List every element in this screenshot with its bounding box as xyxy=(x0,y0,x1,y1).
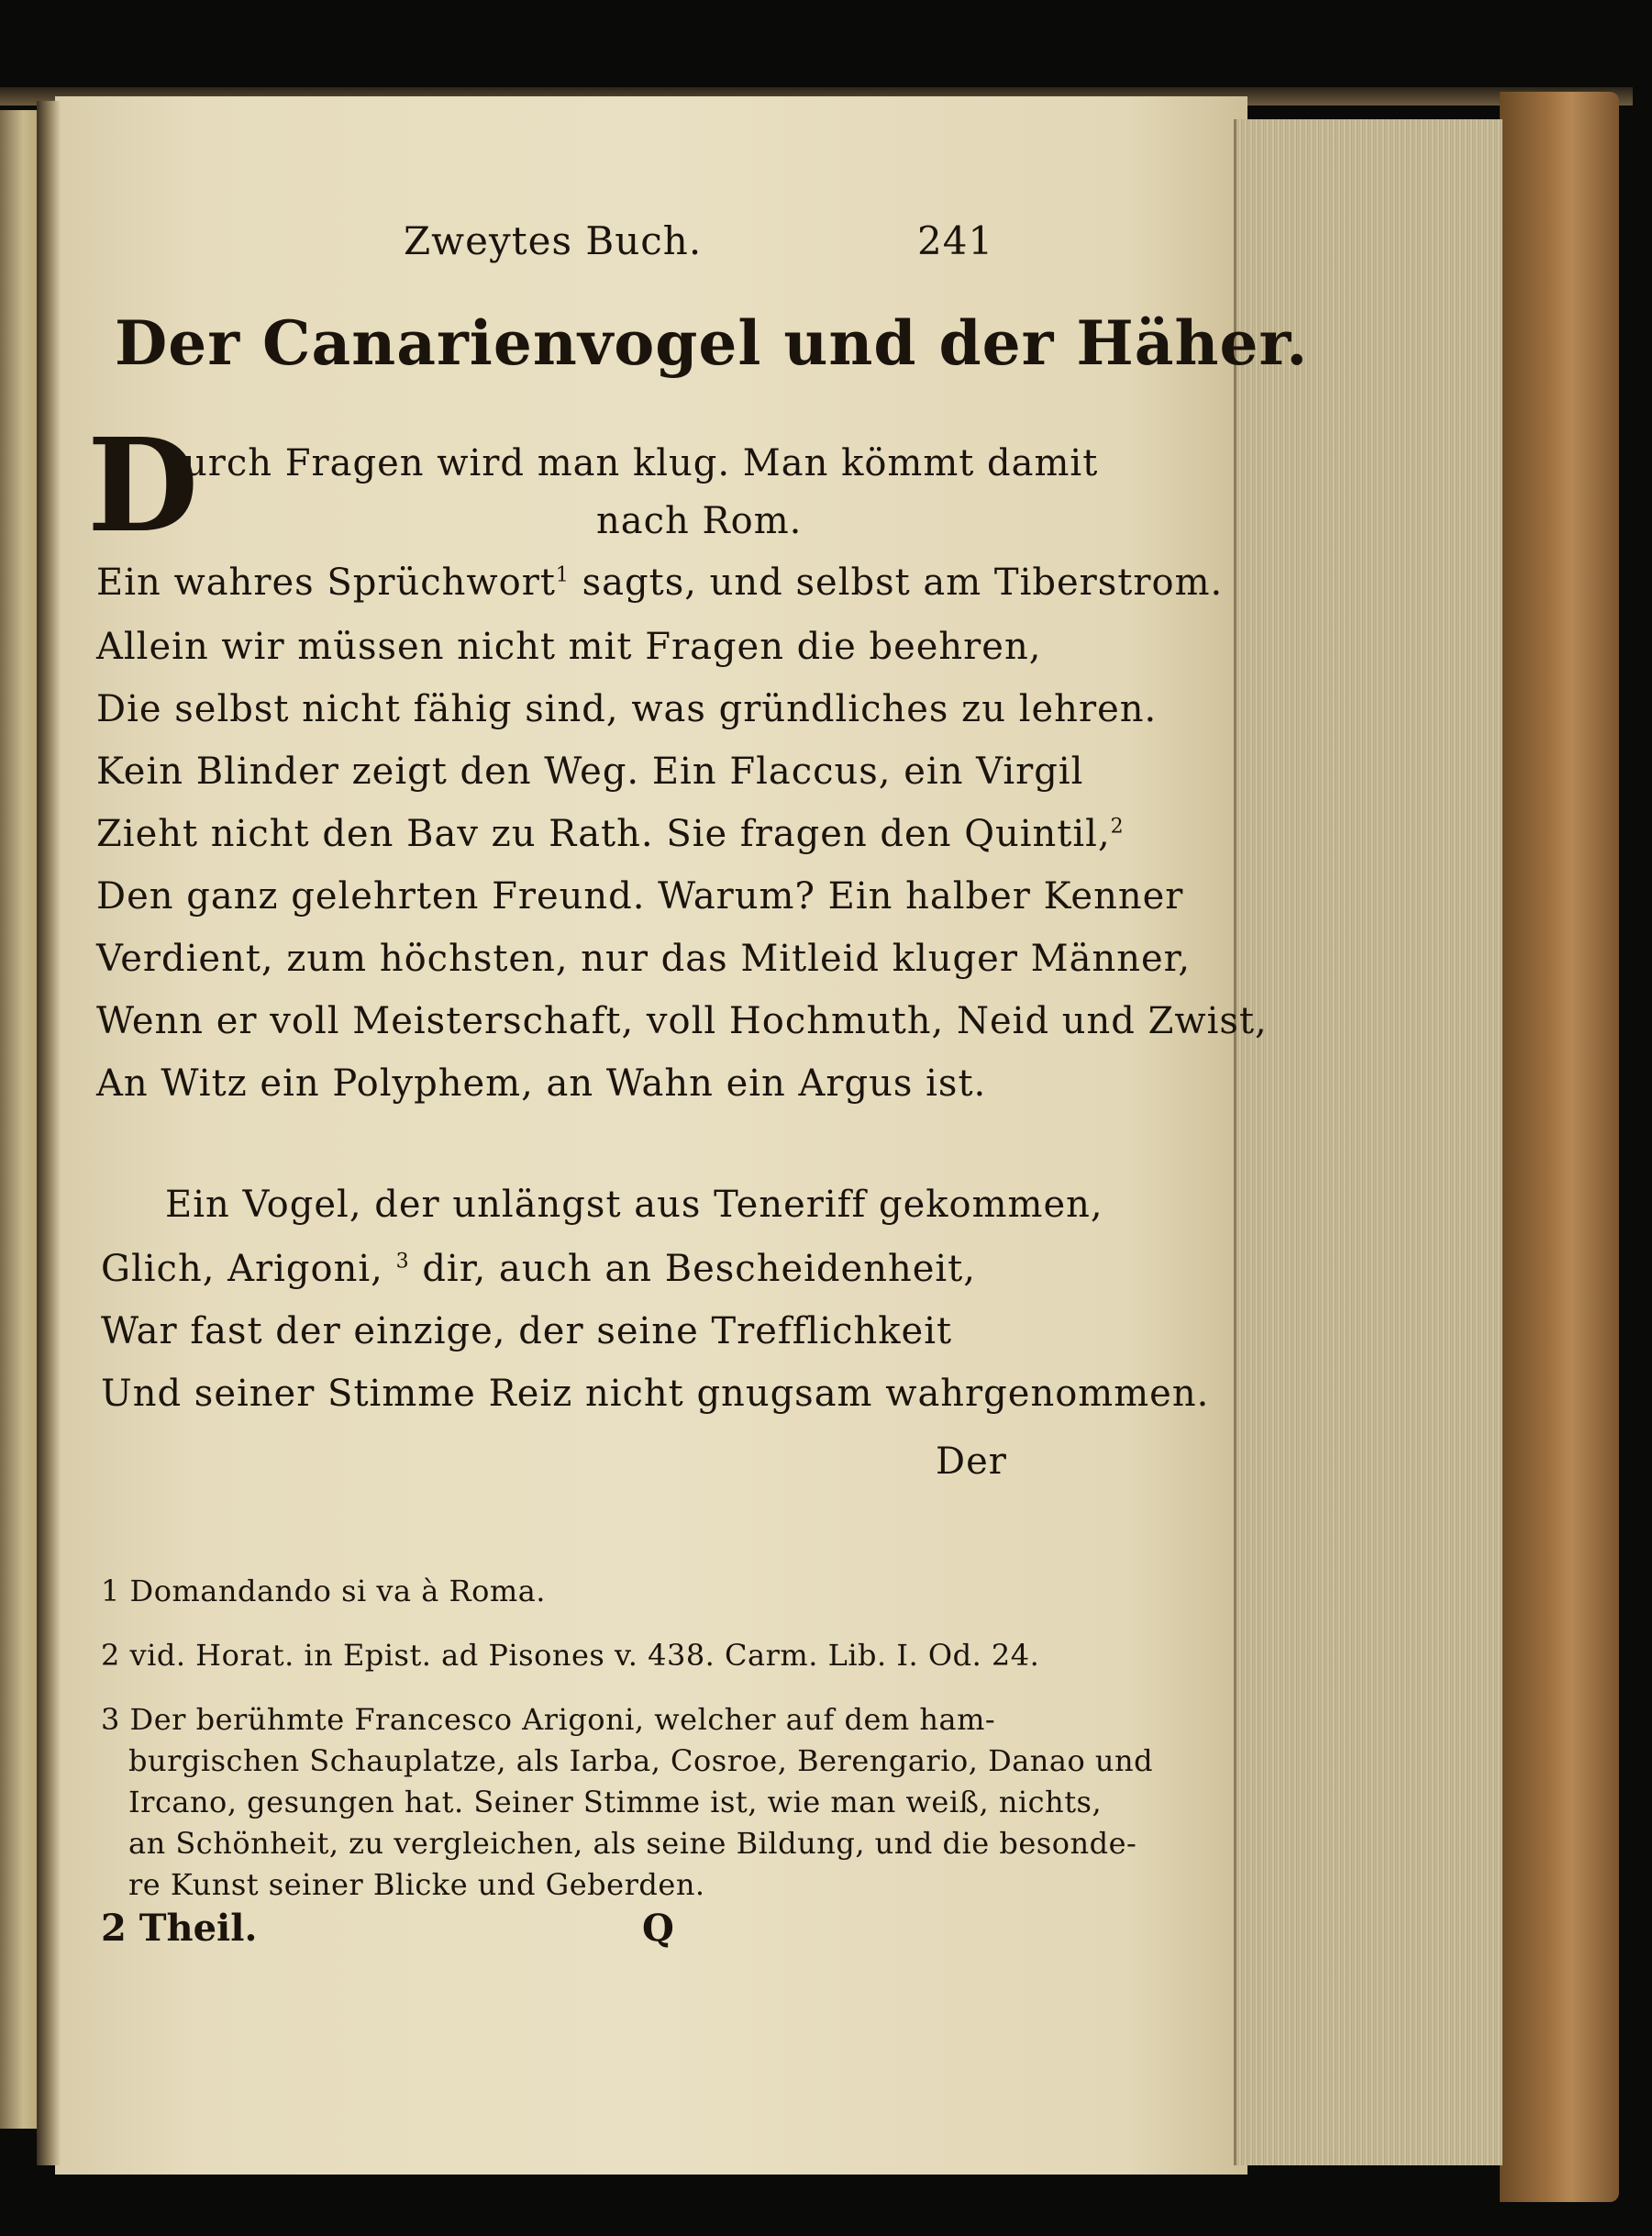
poem-line-1: urch Fragen wird man klug. Man kömmt damit xyxy=(183,442,1099,484)
poem-line-6-text: Zieht nicht den Bav zu Rath. Sie fragen den Quintil, xyxy=(96,813,1111,855)
footnote-3-line-3: Ircano, gesungen hat. Seiner Stimme ist, wie man weiß, nichts, xyxy=(128,1785,1103,1819)
stanza2-line-1: Ein Vogel, der unlängst aus Teneriff gekommen, xyxy=(165,1184,1103,1226)
footnote-3-line-5: re Kunst seiner Blicke und Geberden. xyxy=(128,1867,705,1902)
drop-cap: D xyxy=(87,411,199,562)
signature-mark: Q xyxy=(642,1907,674,1950)
book-cover xyxy=(1500,92,1619,2202)
footnote-2: 2 vid. Horat. in Epist. ad Pisones v. 438. Carm. Lib. I. Od. 24. xyxy=(101,1638,1040,1673)
gutter-shadow xyxy=(37,101,61,2165)
catchword: Der xyxy=(936,1441,1007,1483)
poem-line-2 xyxy=(96,562,1223,604)
poem-line-5: Kein Blinder zeigt den Weg. Ein Flaccus, ein Virgil xyxy=(96,751,1084,793)
poem-line-7: Den ganz gelehrten Freund. Warum? Ein halber Kenner xyxy=(96,875,1184,918)
poem-line-1b: nach Rom. xyxy=(596,500,803,542)
book-page xyxy=(55,96,1247,2175)
stanza2-line-2 xyxy=(101,1248,976,1290)
poem-line-6 xyxy=(96,813,1125,855)
footnote-1: 1 Domandando si va à Roma. xyxy=(101,1574,546,1608)
footnote-3-line-2: burgischen Schauplatze, als Iarba, Cosroe, Berengario, Danao und xyxy=(128,1743,1154,1778)
footnote-ref-3: 3 xyxy=(395,1250,410,1274)
poem-line-3: Allein wir müssen nicht mit Fragen die beehren, xyxy=(96,626,1042,668)
footnote-3-line-1: 3 Der berühmte Francesco Arigoni, welcher auf dem ham- xyxy=(101,1702,996,1737)
running-head: Zweytes Buch. xyxy=(404,218,703,263)
page-block-edges xyxy=(1234,119,1502,2165)
page-number: 241 xyxy=(917,218,994,263)
stanza2-line-2a: Glich, Arigoni, xyxy=(101,1248,383,1290)
stanza2-line-4: Und seiner Stimme Reiz nicht gnugsam wahrgenommen. xyxy=(101,1373,1210,1415)
stanza2-line-2b: dir, auch an Bescheidenheit, xyxy=(422,1248,976,1290)
poem-line-4: Die selbst nicht fähig sind, was gründliches zu lehren. xyxy=(96,688,1158,730)
poem-line-2-text: Ein wahres Sprüchwort xyxy=(96,562,556,604)
poem-line-8: Verdient, zum höchsten, nur das Mitleid kluger Männer, xyxy=(96,938,1192,980)
footnote-3-line-4: an Schönheit, zu vergleichen, als seine Bildung, und die besonde- xyxy=(128,1826,1137,1861)
poem-title: Der Canarienvogel und der Häher. xyxy=(115,307,1309,379)
footnote-ref-2: 2 xyxy=(1110,815,1125,839)
poem-line-10: An Witz ein Polyphem, an Wahn ein Argus ist. xyxy=(96,1062,987,1105)
signature-volume: 2 Theil. xyxy=(101,1907,258,1950)
stanza2-line-3: War fast der einzige, der seine Trefflichkeit xyxy=(101,1310,953,1352)
poem-line-9: Wenn er voll Meisterschaft, voll Hochmuth, Neid und Zwist, xyxy=(96,1000,1268,1042)
poem-line-2b-text: sagts, und selbst am Tiberstrom. xyxy=(582,562,1224,604)
footnote-ref-1: 1 xyxy=(555,563,570,587)
left-page-edge xyxy=(0,110,39,2129)
